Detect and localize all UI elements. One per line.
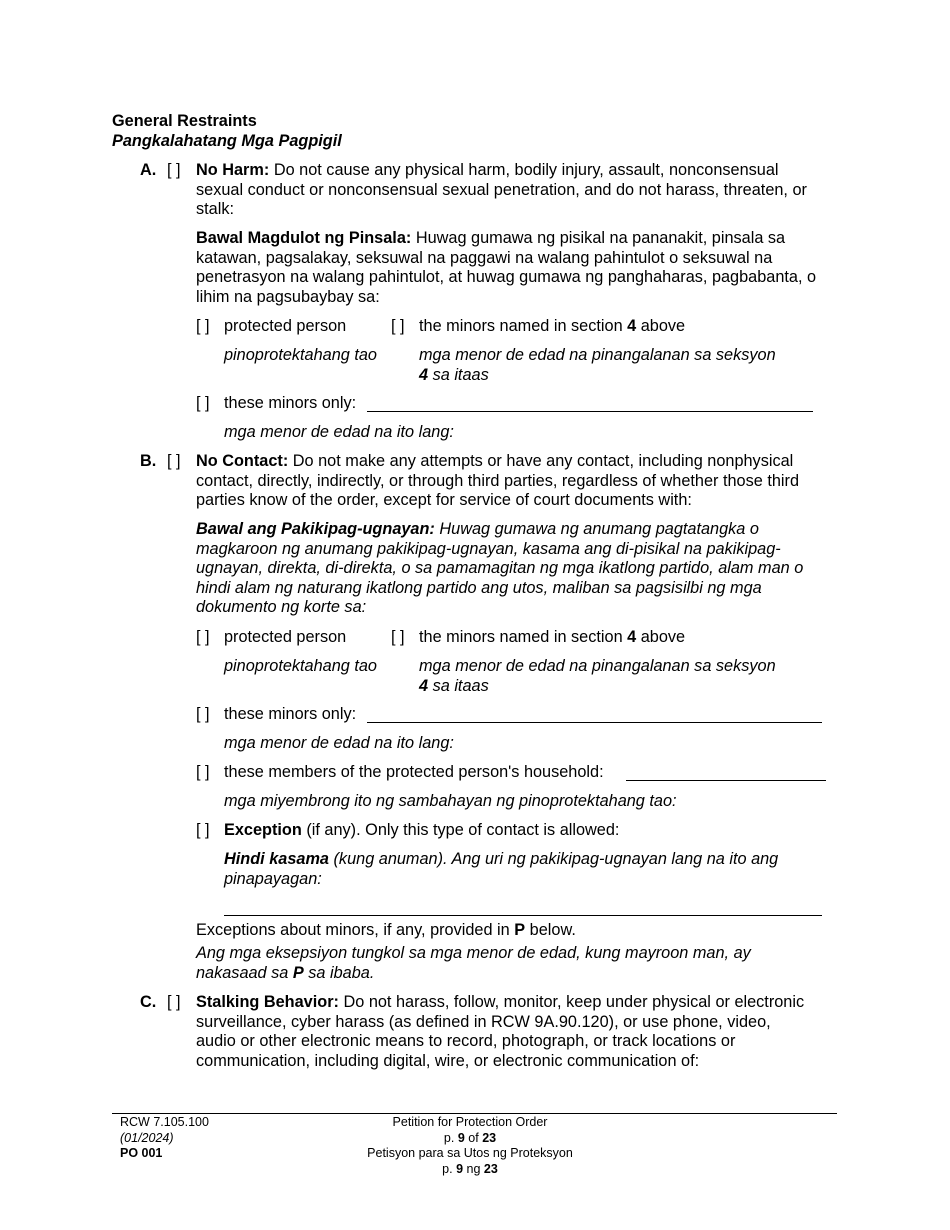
b-minors-named-checkbox[interactable]: [ ] [391,628,405,646]
item-b-checkbox[interactable]: [ ] [167,452,181,470]
b-household-field[interactable] [626,780,826,781]
b-exception-label: Exception (if any). Only this type of contact is allowed: [224,821,620,839]
footer-left: RCW 7.105.100 (01/2024) PO 001 [120,1115,209,1160]
b-household-label: these members of the protected person's household: [224,763,604,781]
b-exception-field[interactable] [224,915,822,916]
a-minors-named-label-tl: mga menor de edad na pinangalanan sa seksyon 4 sa itaas [419,346,776,384]
a-protected-person-label-tl: pinoprotektahang tao [224,346,377,364]
a-minors-named-checkbox[interactable]: [ ] [391,317,405,335]
item-a-text-en: No Harm: Do not cause any physical harm, bodily injury, assault, nonconsensual sexual conduct or nonconsensual sexual penetration, and do not harass, threaten, or stalk: [196,161,807,218]
footer-rule [112,1113,837,1114]
b-these-minors-checkbox[interactable]: [ ] [196,705,210,723]
item-a-letter: A. [140,161,157,179]
b-protected-person-label-tl: pinoprotektahang tao [224,657,377,675]
b-exception-label-tl: Hindi kasama (kung anuman). Ang uri ng pakikipag-ugnayan lang na ito ang pinapayagan: [224,850,779,888]
item-c-checkbox[interactable]: [ ] [167,993,181,1011]
a-these-minors-field[interactable] [367,411,813,412]
a-these-minors-label: these minors only: [224,394,357,412]
item-a-checkbox[interactable]: [ ] [167,161,181,179]
section-heading-tl: Pangkalahatang Mga Pagpigil [112,132,342,150]
footer-center: Petition for Protection Order p. 9 of 23 Petisyon para sa Utos ng Proteksyon p. 9 ng 23 [367,1115,573,1176]
item-b-letter: B. [140,452,157,470]
item-c-text-en: Stalking Behavior: Do not harass, follow, monitor, keep under physical or electronic surveillance, cyber harass (as defined in RCW 9A.90.120), or use phone, video, audio or other electronic means to record, photograph, or track locations or communication, including digital, wire, or electronic communication of: [196,993,805,1070]
b-these-minors-label: these minors only: [224,705,357,723]
b-minors-named-label-tl: mga menor de edad na pinangalanan sa seksyon 4 sa itaas [419,657,776,695]
item-a-text-tl: Bawal Magdulot ng Pinsala: Huwag gumawa ng pisikal na pananakit, pinsala sa katawan, pagsalakay, seksuwal na paggawi na walang pahintulot o seksuwal na penetrasyon na walang pahintulot, at huwag gumawa ng panghaharas, pagbabanta, o lihim na pagsubaybay sa: [196,229,817,306]
b-household-checkbox[interactable]: [ ] [196,763,210,781]
b-these-minors-label-tl: mga menor de edad na ito lang: [224,734,454,752]
b-these-minors-field[interactable] [367,722,822,723]
a-minors-named-label: the minors named in section 4 above [419,317,686,335]
a-these-minors-checkbox[interactable]: [ ] [196,394,210,412]
a-protected-person-checkbox[interactable]: [ ] [196,317,210,335]
a-protected-person-label: protected person [224,317,347,335]
item-b-text-tl: Bawal ang Pakikipag-ugnayan: Huwag gumawa ng anumang pagtatangka o magkaroon ng anumang pakikipag-ugnayan, kasama ang di-pisikal na pakikipag- ugnayan, direkta, di-direkta, o sa pamamagitan ng mga ikatlong partido, alam man o hindi alam ng naturang ikatlong partido ang utos, maliban sa pagsisilbi ng mga dokumento ng korte sa: [196,520,804,616]
b-minors-exceptions-note: Exceptions about minors, if any, provided in P below. [196,921,576,939]
b-protected-person-label: protected person [224,628,347,646]
a-these-minors-label-tl: mga menor de edad na ito lang: [224,423,454,441]
b-minors-named-label: the minors named in section 4 above [419,628,686,646]
b-exception-checkbox[interactable]: [ ] [196,821,210,839]
item-c-letter: C. [140,993,157,1011]
b-household-label-tl: mga miyembrong ito ng sambahayan ng pinoprotektahang tao: [224,792,677,810]
b-protected-person-checkbox[interactable]: [ ] [196,628,210,646]
b-minors-exceptions-note-tl: Ang mga eksepsiyon tungkol sa mga menor de edad, kung mayroon man, ay nakasaad sa P sa ibaba. [196,944,751,982]
item-b-text-en: No Contact: Do not make any attempts or have any contact, including nonphysical contact, directly, indirectly, or through third parties, regardless of whether those third parties know of the order, except for service of court documents with: [196,452,799,509]
section-heading-en: General Restraints [112,112,257,130]
